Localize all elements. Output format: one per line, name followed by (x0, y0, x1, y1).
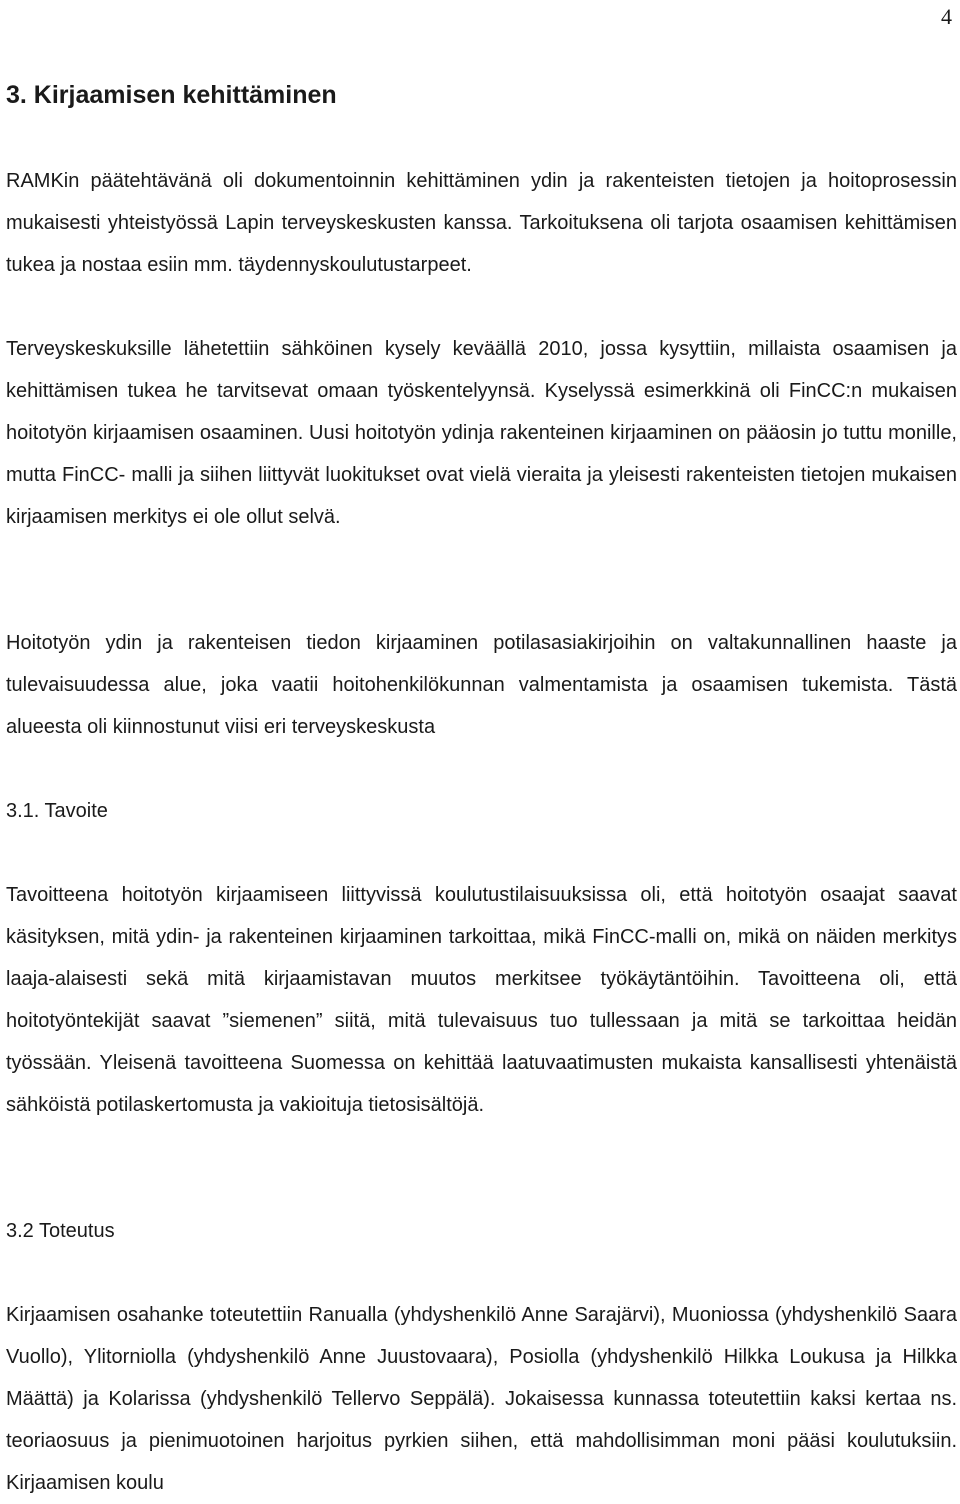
subsection-heading-tavoite: 3.1. Tavoite (6, 800, 108, 822)
paragraph-toteutus: Kirjaamisen osahanke toteutettiin Ranualla (yhdyshenkilö Anne Sarajärvi), Muoniossa (yhdyshenkilö Saara Vuollo), Ylitorniolla (yhdyshenkilö Anne Juustovaara), Posiolla (yhdyshenkilö Hilkka Loukusa ja Hilkka Määttä) ja Kolarissa (yhdyshenkilö Tellervo Seppälä). Jokaisessa kunnassa toteutettiin kaksi kertaa ns. teoriaosuus ja pienimuotoinen harjoitus pyrkien siihen, että mahdollisimman moni pääsi koulutuksiin. Kirjaamisen koulu (6, 1304, 957, 1494)
paragraph-survey: Terveyskeskuksille lähetettiin sähköinen kysely keväällä 2010, jossa kysyttiin, millaista osaamisen ja kehittämisen tukea he tarvitsevat omaan työskentelyynsä. Kyselyssä esimerkkinä oli FinCC:n mukaisen hoitotyön kirjaamisen osaaminen. Uusi hoitotyön ydinja rakenteinen kirjaaminen on pääosin jo tuttu monille, mutta FinCC- malli ja siihen liittyvät luokitukset ovat vielä vieraita ja yleisesti rakenteisten tietojen mukaisen kirjaamisen merkitys ei ole ollut selvä. (6, 338, 957, 528)
subsection-heading-toteutus: 3.2 Toteutus (6, 1220, 115, 1242)
paragraph-intro: RAMKin päätehtävänä oli dokumentoinnin kehittäminen ydin ja rakenteisten tietojen ja hoitoprosessin mukaisesti yhteistyössä Lapin terveyskeskusten kanssa. Tarkoituksena oli tarjota osaamisen kehittämisen tukea ja nostaa esiin mm. täydennyskoulutustarpeet. (6, 170, 957, 276)
paragraph-tavoite: Tavoitteena hoitotyön kirjaamiseen liittyvissä koulutustilaisuuksissa oli, että hoitotyön osaajat saavat käsityksen, mitä ydin- ja rakenteinen kirjaaminen tarkoittaa, mikä FinCC-malli on, mikä on näiden merkitys laaja-alaisesti sekä mitä kirjaamistavan muutos merkitsee työkäytäntöihin. Tavoitteena oli, että hoitotyöntekijät saavat ”siemenen” siitä, mitä tulevaisuus tuo tullessaan ja mitä se tarkoittaa heidän työssään. Yleisenä tavoitteena Suomessa on kehittää laatuvaatimusten mukaista kansallisesti yhtenäistä sähköistä potilaskertomusta ja vakioituja tietosisältöjä. (6, 884, 957, 1116)
section-heading: 3. Kirjaamisen kehittäminen (6, 81, 337, 109)
paragraph-challenge: Hoitotyön ydin ja rakenteisen tiedon kirjaaminen potilasasiakirjoihin on valtakunnallinen haaste ja tulevaisuudessa alue, joka vaatii hoitohenkilökunnan valmentamista ja osaamisen tukemista. Tästä alueesta oli kiinnostunut viisi eri terveyskeskusta (6, 632, 957, 738)
page-number: 4 (941, 4, 952, 29)
